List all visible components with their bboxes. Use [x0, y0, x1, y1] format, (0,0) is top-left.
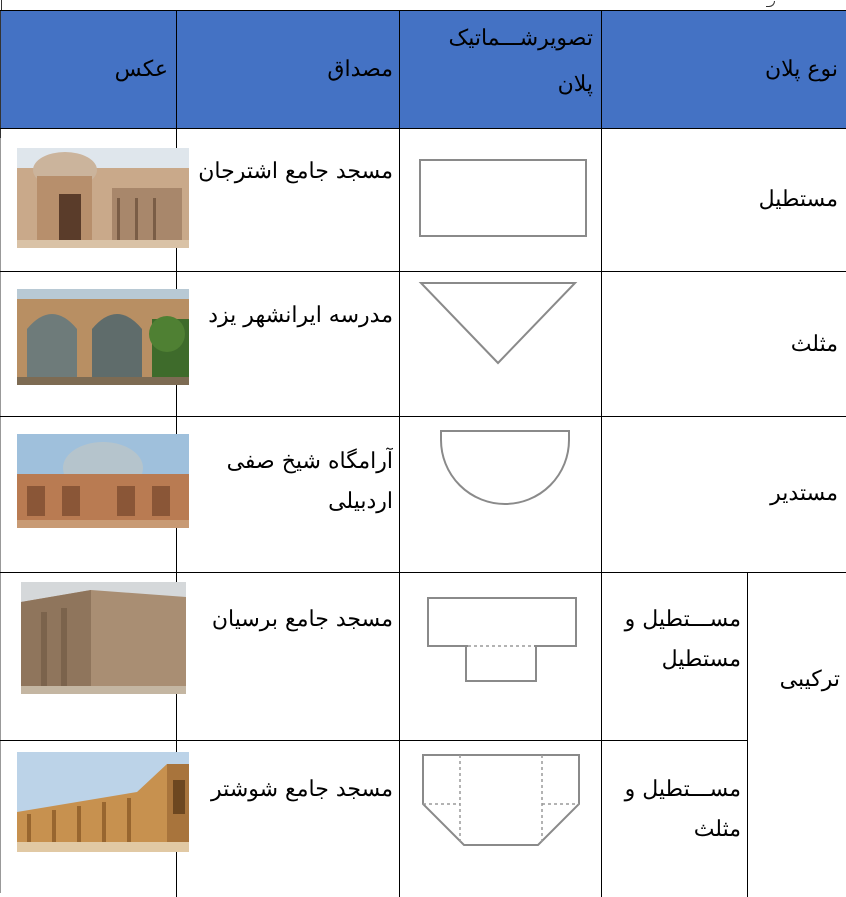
header-photo: عکس [114, 57, 168, 82]
grid-line [0, 10, 1, 138]
rectangle-icon [418, 158, 588, 238]
subtype-cell: مســـتطیل و مستطیل [624, 607, 741, 672]
madrasa-photo [17, 289, 189, 385]
example-cell: مسجد جامع برسیان [211, 607, 393, 632]
grid-line [0, 138, 1, 893]
right-margin-mark [766, 1, 775, 7]
mosque-photo [17, 148, 189, 248]
grid-line [0, 128, 846, 129]
grid-line [601, 10, 602, 897]
example-cell: آرامگاه شیخ صفی اردبیلی [226, 449, 393, 514]
grid-line [0, 416, 846, 417]
example-cell: مسجد جامع اشترجان [198, 159, 393, 184]
example-cell: مسجد جامع شوشتر [211, 777, 393, 802]
header-plan-type: نوع پلان [764, 57, 838, 82]
grid-line [0, 572, 846, 573]
rect-rect-icon [426, 596, 578, 684]
grid-line [0, 10, 846, 11]
page-top-marks [0, 0, 846, 10]
left-margin-mark [1, 0, 2, 10]
subtype-cell: مســـتطیل و مثلث [624, 777, 741, 842]
grid-line [399, 10, 400, 897]
semicircle-icon [438, 428, 572, 508]
plan-type-cell: مستدیر [770, 481, 838, 506]
mosque-wall-photo [21, 582, 186, 694]
mosque-facade-photo [17, 752, 189, 852]
plan-type-cell: مثلث [790, 332, 838, 357]
grid-line [0, 271, 846, 272]
tomb-photo [17, 434, 189, 528]
header-example: مصداق [327, 57, 393, 82]
example-cell: مدرسه ایرانشهر یزد [208, 303, 393, 328]
rect-triangle-icon [420, 752, 582, 848]
grid-line [747, 572, 748, 897]
header-schematic: تصویرشـــماتیک پلان [448, 26, 593, 97]
triangle-icon [418, 280, 578, 366]
grid-line [0, 740, 747, 741]
plan-type-cell: مستطیل [758, 187, 838, 212]
plan-type-combined: ترکیبی [779, 667, 840, 692]
